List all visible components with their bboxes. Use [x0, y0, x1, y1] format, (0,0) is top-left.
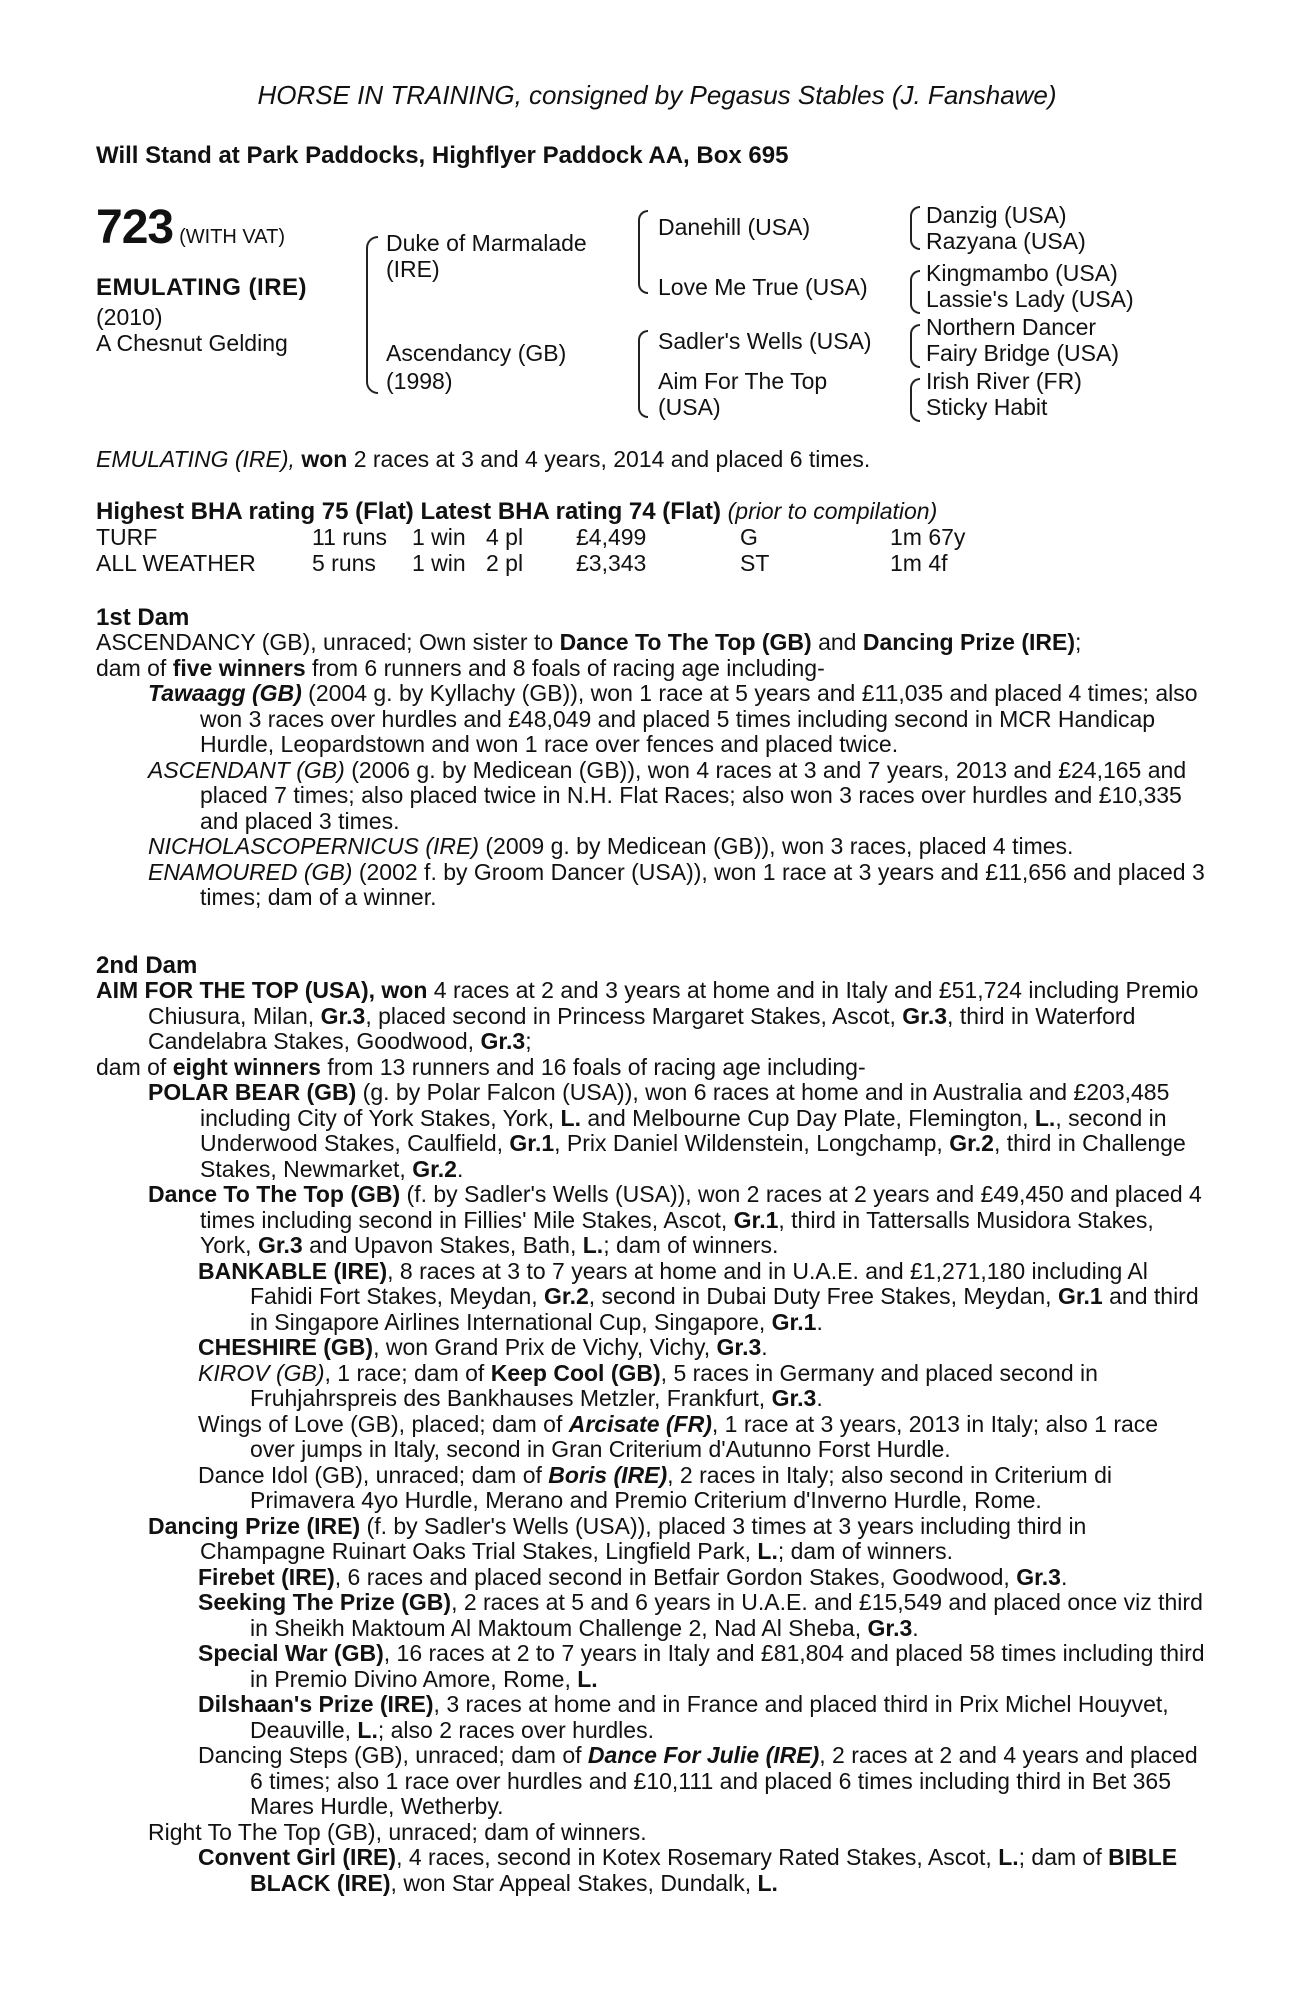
record-placed-aw: 2 pl — [486, 550, 524, 576]
record-going-aw: ST — [740, 550, 770, 576]
record-wins-aw: 1 win — [412, 550, 466, 576]
dam-sire: Sadler's Wells (USA) — [658, 328, 872, 354]
sire-dam: Love Me True (USA) — [658, 274, 868, 300]
record-prize-aw: £3,343 — [576, 550, 647, 576]
grandproduce-firebet: Firebet (IRE), 6 races and placed second in Betfair Gordon Stakes, Goodwood, Gr.3. — [198, 1563, 1068, 1590]
page-header: HORSE IN TRAINING, consigned by Pegasus Stables (J. Fanshawe) — [257, 80, 1057, 110]
first-dam-heading: 1st Dam — [96, 604, 190, 631]
produce-dance-to-the-top: Dance To The Top (GB) (f. by Sadler's Wells (USA)), won 2 races at 2 years and £49,450 and placed 4 times including second in Fillies' Mile Stakes, Ascot, Gr.1, third in Tattersalls Musidora Stakes, York, Gr.3 and Upavon Stakes, Bath, L.; dam of winners. — [148, 1181, 1202, 1258]
sire-name: Duke of Marmalade — [386, 230, 587, 256]
sd-dam: Lassie's Lady (USA) — [926, 286, 1134, 312]
bha-rating: Highest BHA rating 75 (Flat) Latest BHA rating 74 (Flat) (prior to compilation) — [96, 498, 938, 525]
grandproduce-kirov: KIROV (GB), 1 race; dam of Keep Cool (GB), 5 races in Germany and placed second in Fruhjahrspreis des Bankhauses Metzler, Frankfurt, Gr.3. — [198, 1359, 1098, 1411]
second-dam-heading: 2nd Dam — [96, 952, 198, 979]
lot-number: 723 (WITH VAT) — [96, 201, 285, 254]
record-runs-turf: 11 runs — [312, 524, 388, 550]
ss-sire: Danzig (USA) — [926, 202, 1067, 228]
dd-dam: Sticky Habit — [926, 394, 1048, 420]
race-record-summary: EMULATING (IRE), won 2 races at 3 and 4 years, 2014 and placed 6 times. — [96, 446, 871, 472]
record-prize-turf: £4,499 — [576, 524, 647, 550]
ds-sire: Northern Dancer — [926, 314, 1097, 340]
horse-description: A Chesnut Gelding — [96, 330, 288, 356]
produce-polar-bear: POLAR BEAR (GB) (g. by Polar Falcon (USA)), won 6 races at home and in Australia and £203,485 including City of York Stakes, York, L. and Melbourne Cup Day Plate, Flemington, L., second in Underwood Stakes, Caulfield, Gr.1, Prix Daniel Wildenstein, Longchamp, Gr.2, third in Challenge Stakes, Newmarket, Gr.2. — [148, 1079, 1186, 1182]
brace-ds — [910, 324, 920, 368]
record-distance-turf: 1m 67y — [890, 524, 966, 550]
sire-country: (IRE) — [386, 256, 440, 282]
sd-sire: Kingmambo (USA) — [926, 260, 1118, 286]
produce-right-to-the-top: Right To The Top (GB), unraced; dam of winners. — [148, 1818, 647, 1845]
produce-dancing-prize: Dancing Prize (IRE) (f. by Sadler's Wells (USA)), placed 3 times at 3 years including third in Champagne Ruinart Oaks Trial Stakes, Lingfield Park, L.; dam of winners. — [148, 1512, 1087, 1564]
dam-year: (1998) — [386, 368, 453, 394]
brace-sire-line — [638, 210, 648, 294]
first-dam-produce-summary: dam of five winners from 6 runners and 8 foals of racing age including- — [96, 654, 825, 681]
grandproduce-convent-girl: Convent Girl (IRE), 4 races, second in Kotex Rosemary Rated Stakes, Ascot, L.; dam of BIBLE BLACK (IRE), won Star Appeal Stakes, Dundalk, L. — [198, 1844, 1178, 1896]
brace-dd — [910, 378, 920, 422]
grandproduce-special-war: Special War (GB), 16 races at 2 to 7 years in Italy and £81,804 and placed 58 times including third in Premio Divino Amore, Rome, L. — [198, 1640, 1205, 1692]
first-dam-intro: ASCENDANCY (GB), unraced; Own sister to Dance To The Top (GB) and Dancing Prize (IRE); — [96, 629, 1082, 655]
ss-dam: Razyana (USA) — [926, 228, 1086, 254]
record-surface-aw: ALL WEATHER — [96, 550, 256, 576]
foaling-year: (2010) — [96, 304, 163, 330]
brace-sd — [910, 270, 920, 314]
grandproduce-wings-of-love: Wings of Love (GB), placed; dam of Arcisate (FR), 1 race at 3 years, 2013 in Italy; also 1 race over jumps in Italy, second in Gran Criterium d'Autunno Forst Hurdle. — [198, 1410, 1159, 1462]
first-dam-section — [96, 630, 1206, 911]
brace-ss — [910, 206, 920, 250]
record-distance-aw: 1m 4f — [890, 550, 948, 576]
brace-gen1 — [366, 236, 378, 394]
vat-label: (WITH VAT) — [179, 226, 285, 248]
second-dam-produce-summary: dam of eight winners from 13 runners and 16 foals of racing age including- — [96, 1053, 866, 1080]
grandproduce-dilshaans-prize: Dilshaan's Prize (IRE), 3 races at home and in France and placed third in Prix Michel Houyvet, Deauville, L.; also 2 races over hurdles. — [198, 1691, 1169, 1743]
record-surface-turf: TURF — [96, 524, 158, 550]
grandproduce-dancing-steps: Dancing Steps (GB), unraced; dam of Dance For Julie (IRE), 2 races at 2 and 4 years and placed 6 times; also 1 race over hurdles and £10,111 and placed 6 times including third in Bet 365 Mares Hurdle, Wetherby. — [198, 1742, 1198, 1819]
grandproduce-dance-idol: Dance Idol (GB), unraced; dam of Boris (IRE), 2 races in Italy; also second in Criterium di Primavera 4yo Hurdle, Merano and Premio Criterium d'Inverno Hurdle, Rome. — [198, 1461, 1112, 1513]
record-runs-aw: 5 runs — [312, 550, 376, 576]
horse-name: EMULATING (IRE) — [96, 274, 308, 301]
dam-name: Ascendancy (GB) — [386, 340, 567, 366]
dam-dam: Aim For The Top — [658, 368, 828, 394]
dd-sire: Irish River (FR) — [926, 368, 1082, 394]
record-wins-turf: 1 win — [412, 524, 466, 550]
stand-location: Will Stand at Park Paddocks, Highflyer Paddock AA, Box 695 — [96, 142, 789, 169]
produce-nicholascopernicus: NICHOLASCOPERNICUS (IRE) (2009 g. by Medicean (GB)), won 3 races, placed 4 times. — [148, 833, 1074, 859]
dam-dam-country: (USA) — [658, 394, 721, 420]
second-dam-section — [96, 978, 1206, 1896]
produce-tawaagg: Tawaagg (GB) (2004 g. by Kyllachy (GB)), won 1 race at 5 years and £11,035 and placed 4 times; also won 3 races over hurdles and £48,049 and placed 5 times including second in MCR Handicap Hurdle, Leopardstown and won 1 race over fences and placed twice. — [148, 680, 1198, 757]
record-placed-turf: 4 pl — [486, 524, 524, 550]
record-going-turf: G — [740, 524, 758, 550]
grandproduce-seeking-the-prize: Seeking The Prize (GB), 2 races at 5 and 6 years in U.A.E. and £15,549 and placed once viz third in Sheikh Maktoum Al Maktoum Challenge 2, Nad Al Sheba, Gr.3. — [198, 1589, 1203, 1641]
produce-enamoured: ENAMOURED (GB) (2002 f. by Groom Dancer (USA)), won 1 race at 3 years and £11,656 and placed 3 times; dam of a winner. — [148, 858, 1205, 910]
sire-sire: Danehill (USA) — [658, 214, 811, 240]
produce-ascendant: ASCENDANT (GB) (2006 g. by Medicean (GB)), won 4 races at 3 and 7 years, 2013 and £24,165 and placed 7 times; also placed twice in N.H. Flat Races; also won 3 races over hurdles and £10,335 and placed 3 times. — [148, 756, 1187, 834]
second-dam-intro: AIM FOR THE TOP (USA), won 4 races at 2 and 3 years at home and in Italy and £51,724 including Premio Chiusura, Milan, Gr.3, placed second in Princess Margaret Stakes, Ascot, Gr.3, third in Waterford Candelabra Stakes, Goodwood, Gr.3; — [96, 977, 1199, 1054]
brace-dam-line — [638, 330, 648, 418]
grandproduce-bankable: BANKABLE (IRE), 8 races at 3 to 7 years at home and in U.A.E. and £1,271,180 including Al Fahidi Fort Stakes, Meydan, Gr.2, second in Dubai Duty Free Stakes, Meydan, Gr.1 and third in Singapore Airlines International Cup, Singapore, Gr.1. — [198, 1257, 1199, 1335]
ds-dam: Fairy Bridge (USA) — [926, 340, 1119, 366]
grandproduce-cheshire: CHESHIRE (GB), won Grand Prix de Vichy, Vichy, Gr.3. — [198, 1334, 768, 1360]
